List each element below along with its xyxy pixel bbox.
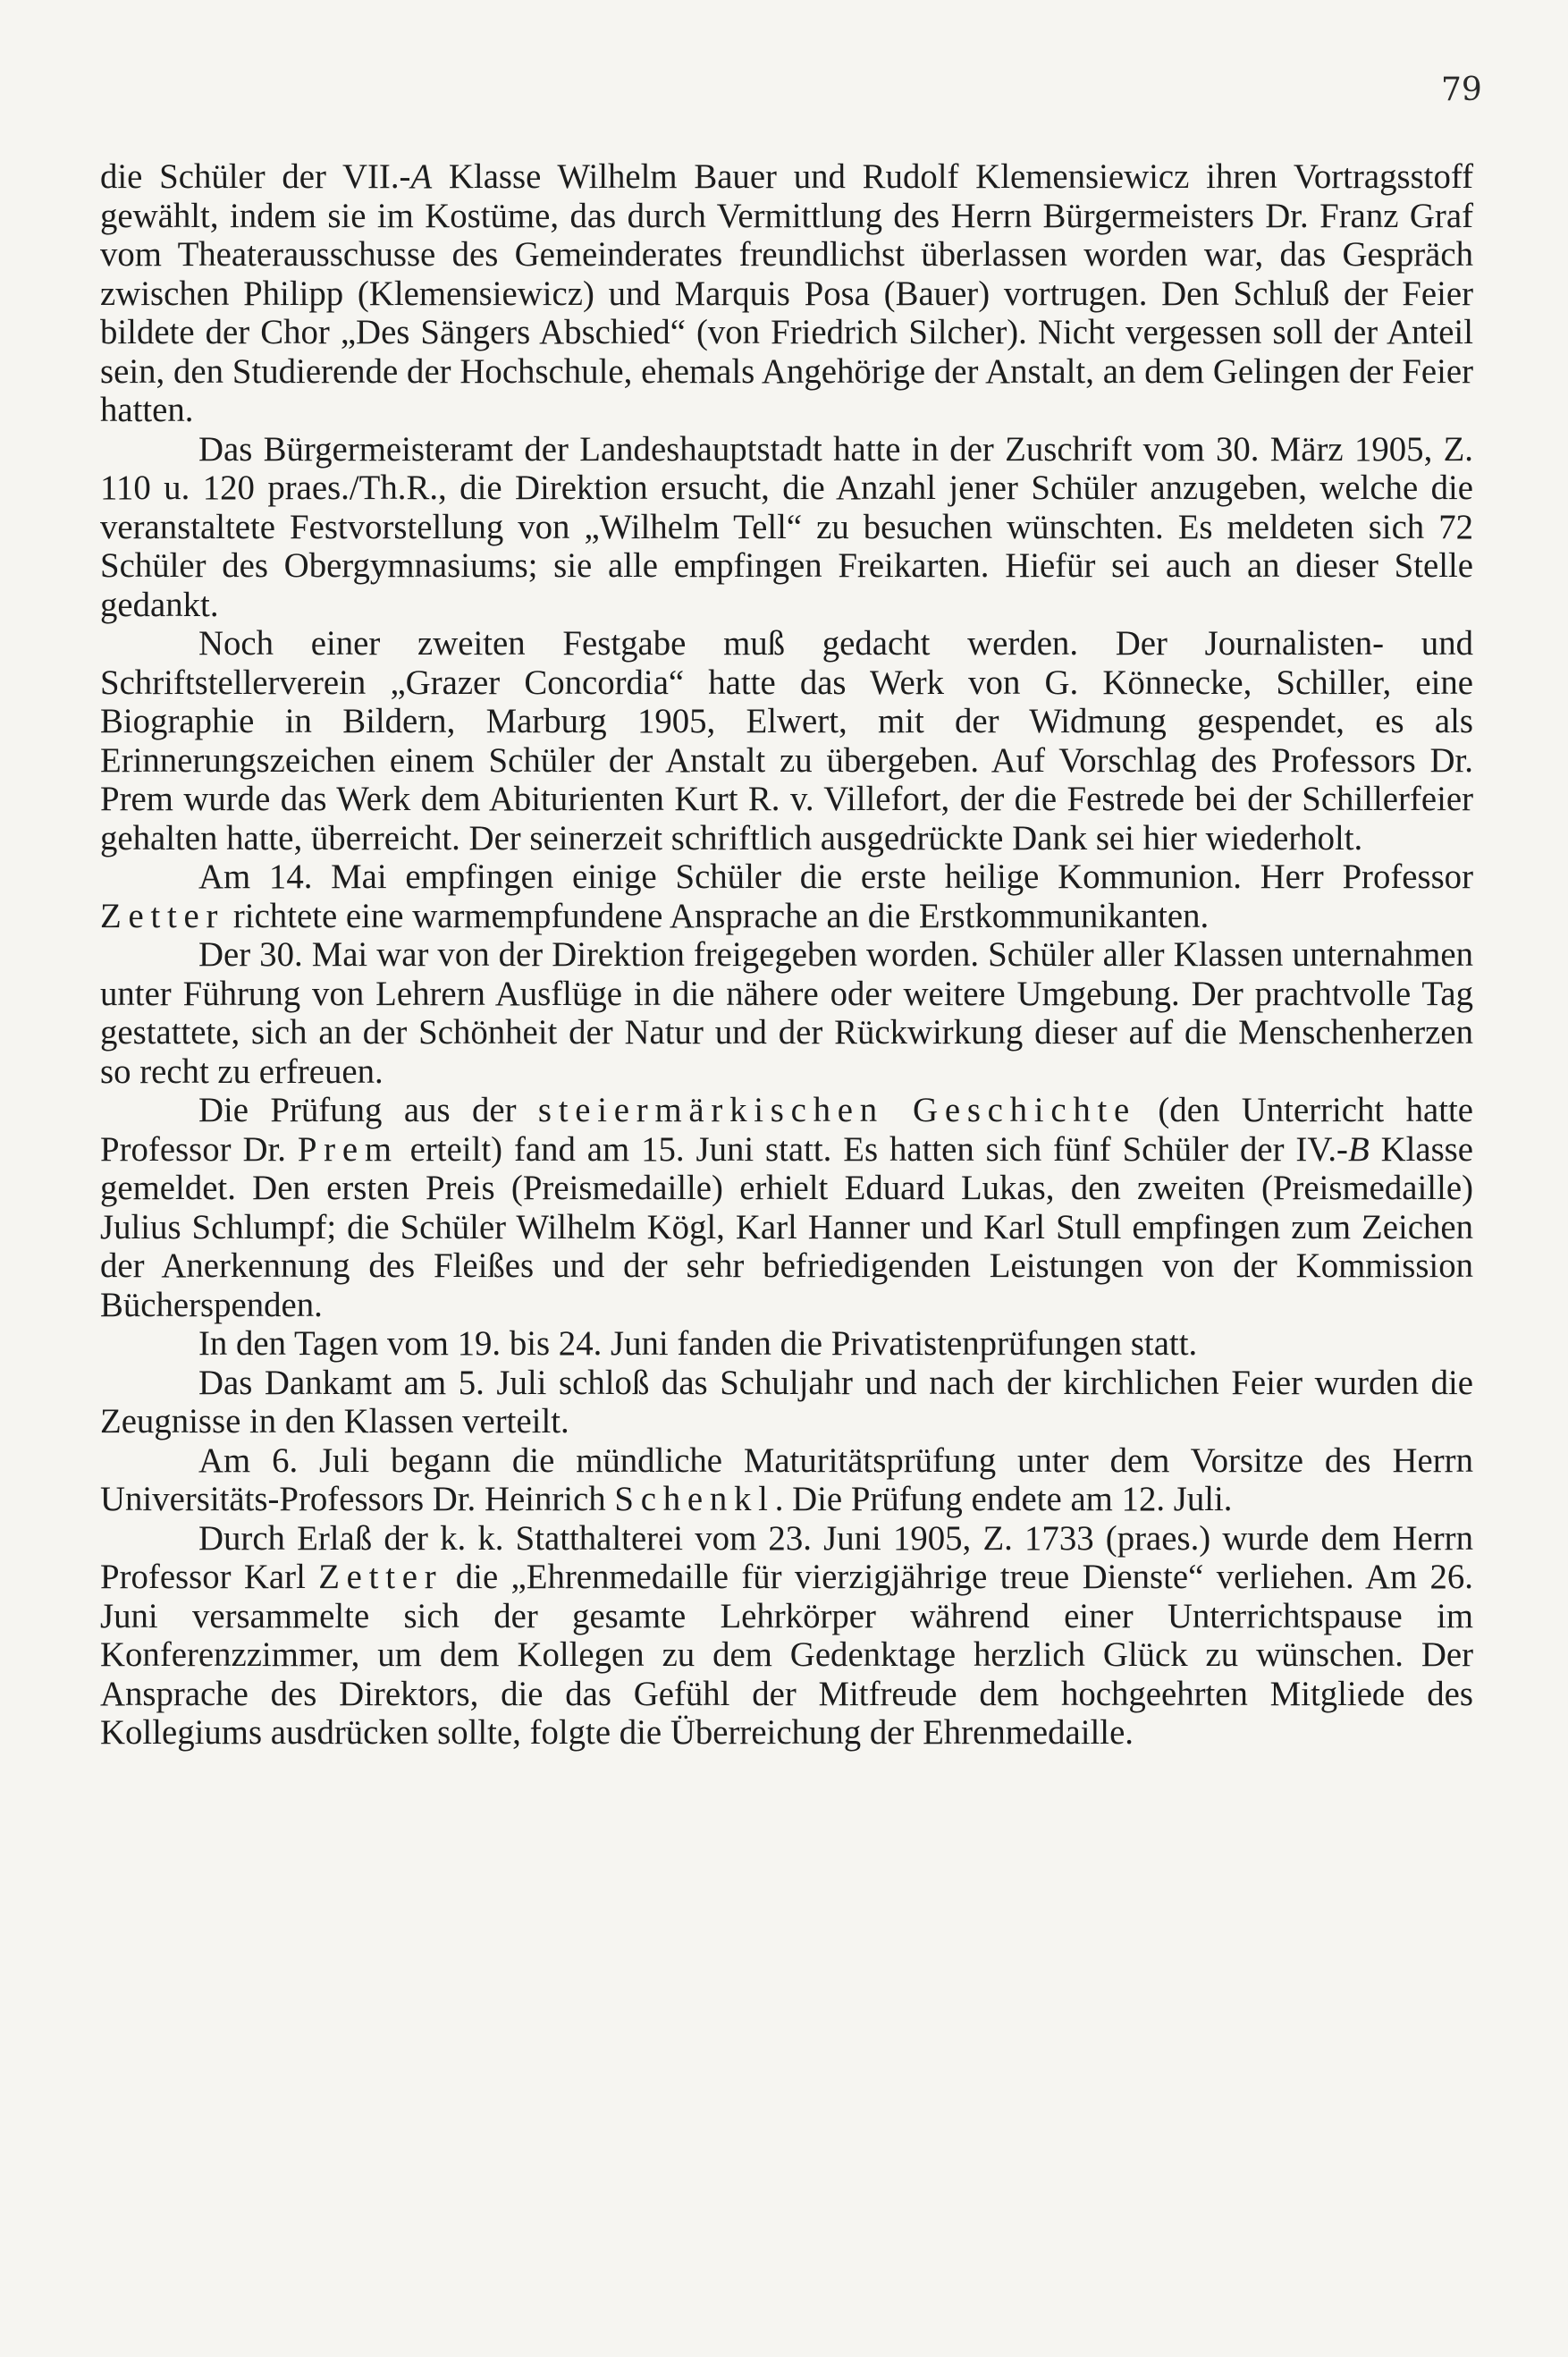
paragraph-4-text-b: richtete eine warmempfundene Ansprache an die Erstkommunikanten. bbox=[224, 896, 1210, 935]
spaced-name-schenkl: Schenkl bbox=[614, 1480, 775, 1518]
spaced-subject: steiermärkischen Geschichte bbox=[537, 1091, 1137, 1129]
paragraph-7: In den Tagen vom 19. bis 24. Juni fanden die Privatistenprüfungen statt. bbox=[198, 1324, 1198, 1363]
paragraph-6 bbox=[100, 1091, 1473, 1324]
paragraph-8: Das Dankamt am 5. Juli schloß das Schuljahr und nach der kirchlichen Feier wurden die Zeugnisse in den Klassen verteilt. bbox=[100, 1363, 1473, 1440]
paragraph-9-text-a: Am 6. Juli begann die mündliche Maturitätsprüfung unter dem Vorsitze des Herrn Universitäts-Professors Dr. Heinrich bbox=[100, 1440, 1473, 1518]
paragraph-6-text-a: Die Prüfung aus der bbox=[198, 1091, 538, 1129]
paragraph-4 bbox=[100, 857, 1473, 935]
paragraph-9-text-b: . Die Prüfung endete am 12. Juli. bbox=[774, 1480, 1233, 1518]
paragraph-9 bbox=[100, 1441, 1473, 1519]
paragraph-1 bbox=[100, 157, 1473, 430]
paragraph-1-text-c: Klasse Wilhelm Bauer und Rudolf Klemensiewicz ihren Vortragsstoff gewählt, indem sie im Kostüme, das durch Vermittlung des Herrn Bürgermeisters Dr. Franz Graf vom Theaterausschusse des Gemeinderates freundlichst überlassen worden war, das Gespräch zwischen Philipp (Klemensiewicz) und Marquis Posa (Bauer) vortrugen. Den Schluß der Feier bildete der Chor „Des Sängers Abschied“ (von Friedrich Silcher). Nicht vergessen soll der Anteil sein, den Studierende der Hochschule, ehemals Angehörige der Anstalt, an dem Gelingen der Feier hatten. bbox=[100, 157, 1473, 429]
paragraph-6-text-c: erteilt) fand am 15. Juni statt. Es hatten sich fünf Schüler der IV.- bbox=[398, 1129, 1348, 1169]
paragraph-6-text-d: Klasse gemeldet. Den ersten Preis (Preismedaille) erhielt Eduard Lukas, den zweiten (Preismedaille) Julius Schlumpf; die Schüler Wilhelm Kögl, Karl Hanner und Karl Stull empfingen zum Zeichen der Anerkennung des Fleißes und der sehr befriedigenden Leistungen von der Kommission Bücherspenden. bbox=[100, 1129, 1473, 1324]
spaced-name-zetter-2: Zetter bbox=[318, 1558, 443, 1596]
paragraph-2: Das Bürgermeisteramt der Landeshauptstadt hatte in der Zuschrift vom 30. März 1905, Z. 110 u. 120 praes./Th.R., die Direktion ersucht, die Anzahl jener Schüler anzugeben, welche die veranstaltete Festvorstellung von „Wilhelm Tell“ zu besuchen wünschten. Es meldeten sich 72 Schüler des Obergymnasiums; sie alle empfingen Freikarten. Hiefür sei auch an dieser Stelle gedankt. bbox=[100, 429, 1473, 624]
body-text bbox=[100, 157, 1473, 1753]
paragraph-3: Noch einer zweiten Festgabe muß gedacht werden. Der Journalisten- und Schriftstellerverein „Grazer Concordia“ hatte das Werk von G. Könnecke, Schiller, eine Biographie in Bildern, Marburg 1905, Elwert, mit der Widmung gespendet, es als Erinnerungszeichen einem Schüler der Anstalt zu übergeben. Auf Vorschlag des Professors Dr. Prem wurde das Werk dem Abiturienten Kurt R. v. Villefort, der die Festrede bei der Schillerfeier gehalten hatte, überreicht. Der seinerzeit schriftlich ausgedrückte Dank sei hier wiederholt. bbox=[100, 624, 1473, 857]
paragraph-10-text-a: Durch Erlaß der k. k. Statthalterei vom 23. Juni 1905, Z. 1733 (praes.) wurde dem Herrn Professor Karl bbox=[100, 1518, 1473, 1596]
class-letter-a: A bbox=[410, 157, 433, 196]
spaced-name-zetter: Zetter bbox=[100, 896, 225, 935]
paragraph-10-text-b: die „Ehrenmedaille für vierzigjährige treue Dienste“ verliehen. Am 26. Juni versammelte sich der gesamte Lehrkörper während einer Unterrichtspause im Konferenzzimmer, um dem Kollegen zu dem Gedenktage herzlich Glück zu wünschen. Der Ansprache des Direktors, die das Gefühl der Mitfreude dem hochgeehrten Mitgliede des Kollegiums ausdrücken sollte, folgte die Überreichung der Ehrenmedaille. bbox=[100, 1558, 1474, 1752]
class-letter-b: B bbox=[1347, 1129, 1370, 1169]
spaced-name-prem: Prem bbox=[297, 1129, 399, 1169]
paragraph-4-text-a: Am 14. Mai empfingen einige Schüler die erste heilige Kommunion. Herr Professor bbox=[198, 857, 1473, 896]
paragraph-10 bbox=[100, 1519, 1473, 1753]
paragraph-6-text-b: (den Unterricht hatte Professor Dr. bbox=[100, 1091, 1473, 1169]
page-number: 79 bbox=[1441, 72, 1482, 108]
paragraph-5: Der 30. Mai war von der Direktion freigegeben worden. Schüler aller Klassen unternahmen unter Führung von Lehrern Ausflüge in die nähere oder weitere Umgebung. Der prachtvolle Tag gestattete, sich an der Schönheit der Natur und der Rückwirkung dieser auf die Menschenherzen so recht zu erfreuen. bbox=[100, 935, 1473, 1091]
paragraph-1-text-a: die Schüler der VII.- bbox=[100, 157, 411, 196]
